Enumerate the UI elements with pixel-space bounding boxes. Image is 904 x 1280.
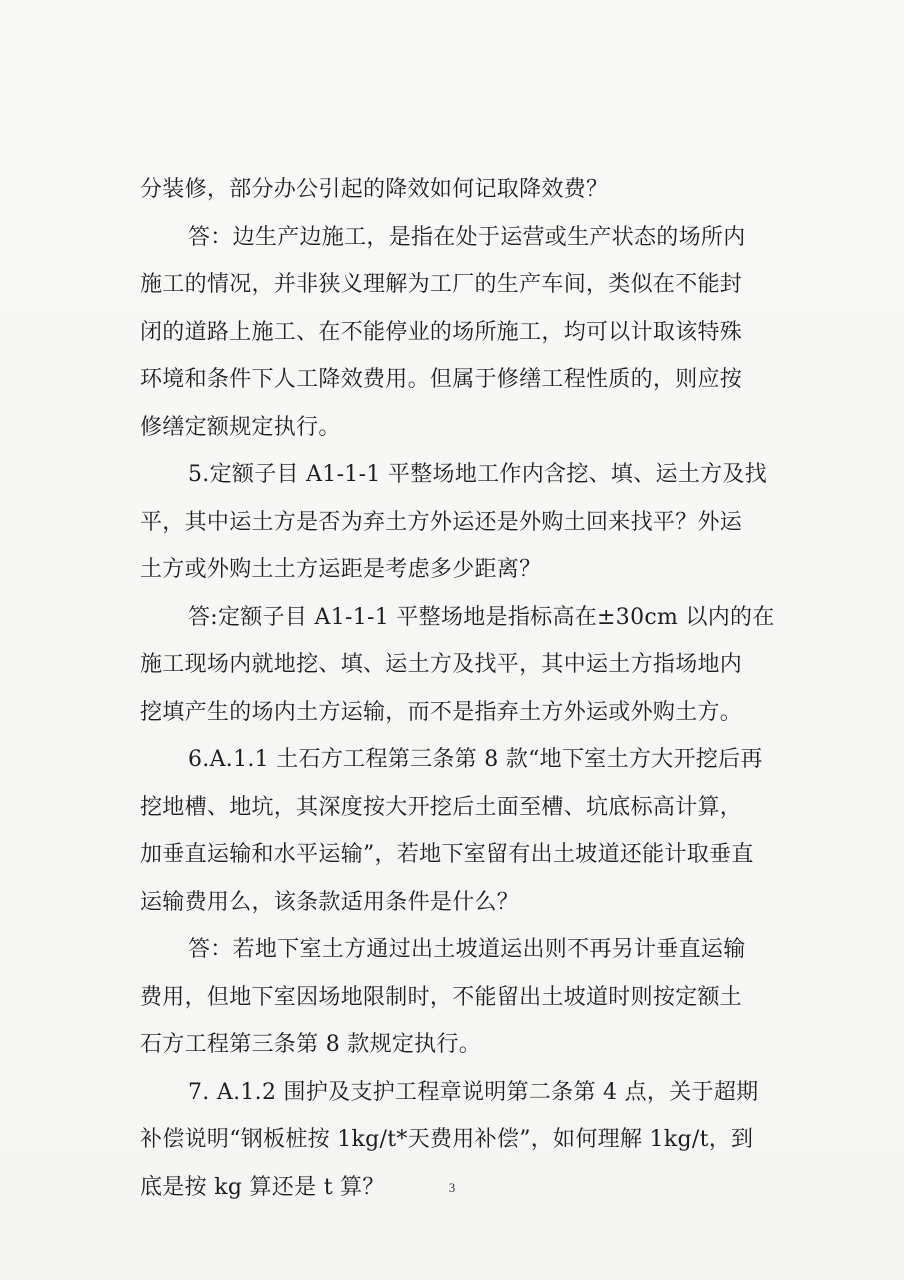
text-line: 费用，但地下室因场地限制时，不能留出土坡道时则按定额土 <box>140 984 743 1010</box>
text-line: 土方或外购土土方运距是考虑多少距离？ <box>140 557 542 582</box>
text-line: 挖填产生的场内土方运输，而不是指弃土方外运或外购土方。 <box>140 699 743 725</box>
text-line: 环境和条件下人工降效费用。但属于修缮工程性质的，则应按 <box>140 367 743 392</box>
body-text <box>140 166 820 1211</box>
text-line: 答：边生产边施工，是指在处于运营或生产状态的场所内 <box>188 224 746 250</box>
text-line: 施工现场内就地挖、填、运土方及找平，其中运土方指场地内 <box>140 652 743 677</box>
text-line: 答:定额子目 A1-1-1 平整场地是指标高在±30cm 以内的在 <box>188 604 775 630</box>
text-line: 石方工程第三条第 8 款规定执行。 <box>140 1032 482 1057</box>
text-line: 闭的道路上施工、在不能停业的场所施工，均可以计取该特殊 <box>140 319 743 345</box>
text-line: 5.定额子目 A1-1-1 平整场地工作内含挖、填、运土方及找 <box>188 462 768 487</box>
text-line: 底是按 kg 算还是 t 算？ <box>140 1174 385 1200</box>
text-line: 挖地槽、地坑，其深度按大开挖后土面至槽、坑底标高计算， <box>140 794 743 820</box>
text-line: 7. A.1.2 围护及支护工程章说明第二条第 4 点，关于超期 <box>188 1079 759 1105</box>
text-line: 加垂直运输和水平运输”，若地下室留有出土坡道还能计取垂直 <box>140 842 754 867</box>
text-line: 补偿说明“钢板桩按 1kg/t*天费用补偿”，如何理解 1kg/t，到 <box>140 1127 754 1152</box>
text-line: 修缮定额规定执行。 <box>140 414 341 440</box>
page-number: 3 <box>448 1180 456 1195</box>
text-line: 答：若地下室土方通过出土坡道运出则不再另计垂直运输 <box>188 937 746 962</box>
text-line: 运输费用么，该条款适用条件是什么？ <box>140 889 520 915</box>
text-line: 分装修，部分办公引起的降效如何记取降效费？ <box>140 177 609 202</box>
text-line: 6.A.1.1 土石方工程第三条第 8 款“地下室土方大开挖后再 <box>188 747 763 772</box>
text-line: 平，其中运土方是否为弃土方外运还是外购土回来找平？外运 <box>140 509 743 535</box>
text-line: 施工的情况，并非狭义理解为工厂的生产车间，类似在不能封 <box>140 272 743 297</box>
